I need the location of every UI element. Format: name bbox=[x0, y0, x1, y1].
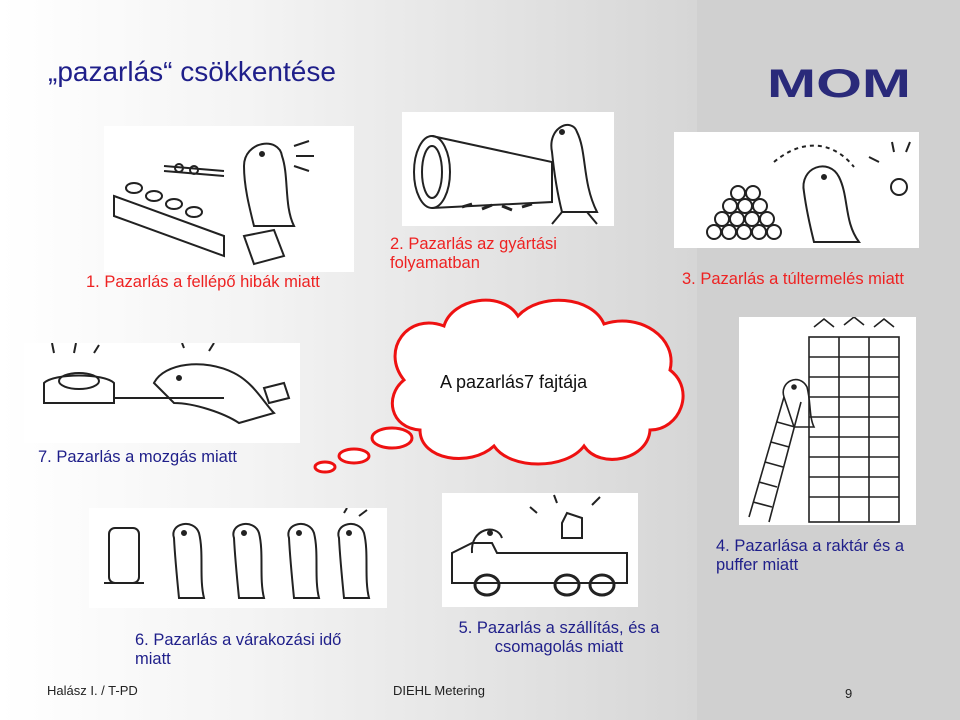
svg-text:MOM: MOM bbox=[767, 66, 911, 100]
center-label: A pazarlás7 fajtája bbox=[440, 372, 588, 392]
caption-inventory: 4. Pazarlása a raktár és a puffer miatt bbox=[716, 537, 905, 574]
footer-company: DIEHL Metering bbox=[393, 683, 485, 698]
page-number: 9 bbox=[845, 686, 853, 701]
caption-overproduction: 3. Pazarlás a túltermelés miatt bbox=[682, 270, 904, 288]
footer-author: Halász I. / T-PD bbox=[47, 683, 138, 698]
caption-defects: 1. Pazarlás a fellépő hibák miatt bbox=[86, 273, 320, 291]
slide-title: „pazarlás“ csökkentése bbox=[48, 56, 336, 87]
caption-waiting: 6. Pazarlás a várakozási idő miatt bbox=[135, 631, 342, 668]
caption-process: 2. Pazarlás az gyártási folyamatban bbox=[390, 235, 557, 272]
caption-transport: 5. Pazarlás a szállítás, és a csomagolás miatt bbox=[458, 619, 660, 656]
caption-motion: 7. Pazarlás a mozgás miatt bbox=[38, 448, 237, 466]
